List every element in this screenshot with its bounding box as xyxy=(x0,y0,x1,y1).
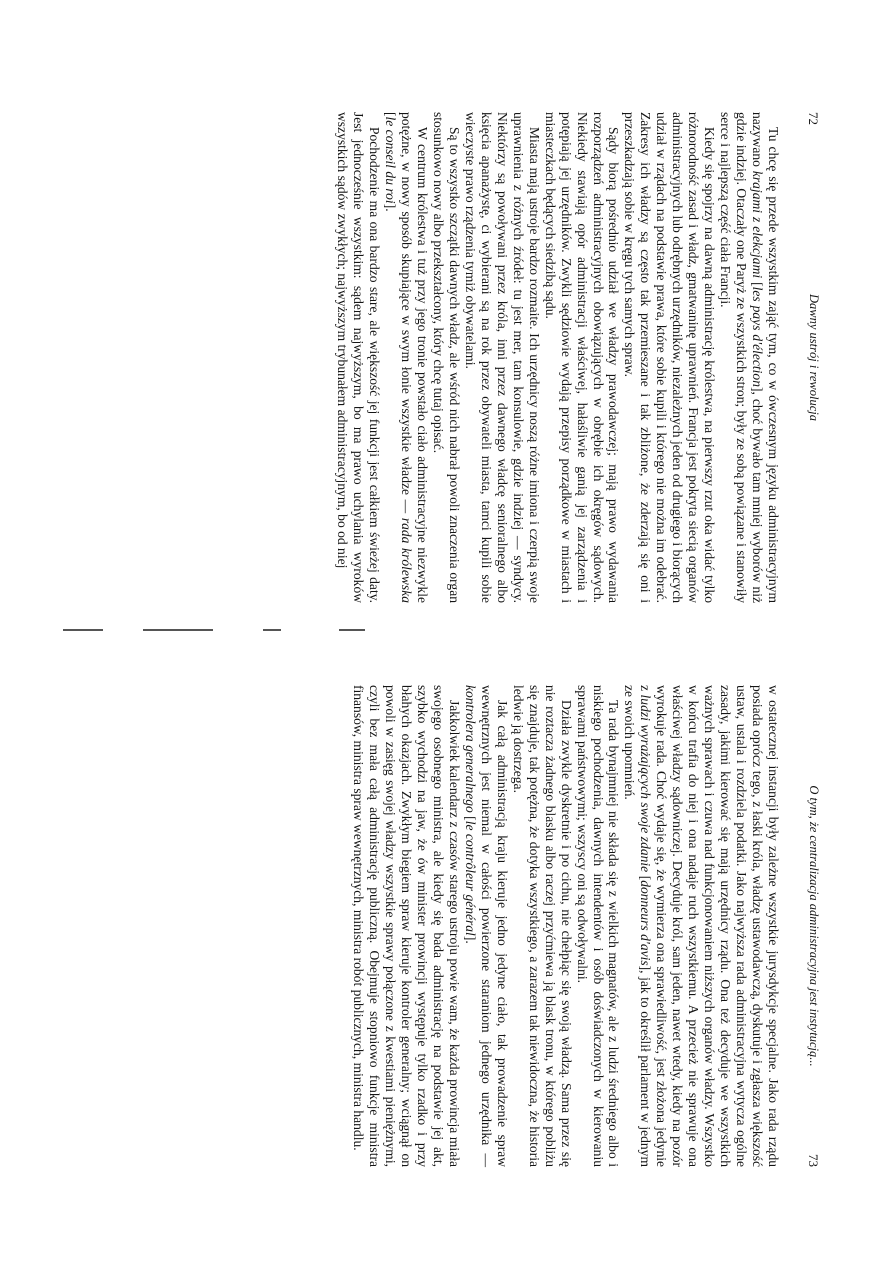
italic-term: rada królewska xyxy=(399,517,415,603)
text-run: Tu chcę się przede wszystkim zająć tym, co w ówczesnym języku administracyjnym nazywano xyxy=(750,112,781,603)
right-page-text xyxy=(350,685,781,1167)
left-page-number: 72 xyxy=(806,112,821,125)
left-paragraph xyxy=(430,112,462,603)
right-paragraph xyxy=(350,685,462,1167)
text-run: ], jak to określił parlament w jednym ze swoich upomnień. xyxy=(622,685,654,1167)
italic-term: le contrôleur général xyxy=(462,820,478,936)
italic-term: les pays d'élection xyxy=(750,286,766,387)
text-run: ], choć bywało tam mniej wyborów niż gdzie indziej. Otaczały one Paryż ze wszystkich stron; były ze sobą powiązane i stanowiły serce i najlepszą część ciała Francji. xyxy=(718,112,766,604)
text-run: Miasta mają ustroje bardzo rozmaite. Ich urzędnicy noszą różne imiona i czerpią swoje uprawnienia z różnych źródeł: tu jest mer, tam konsulowie, gdzie indziej — syndycy. Niektórzy są powoływani przez króla, inni przez dawnego władcę senioralnego albo księcia apanażystę, ci wybierani są na rok przez obywateli miasta, tamci kupili sobie wieczyste prawo rządzenia tymiż obywatelami. xyxy=(462,112,542,603)
right-running-header xyxy=(803,685,821,1167)
left-running-head-title: Dawny ustrój i rewolucja xyxy=(807,294,821,421)
text-run: Sądy biorą pośrednio udział we władzy prawodawczej; mają prawo wydawania rozporządzeń administracyjnych obowiązujących w obrębie ich okręgów sądowych. Niekiedy stawiają opór administracji właściwej, hałaśliwie ganią jej zarządzenia i potępiają jej urzędników. Zwykli sędziowie wydają przepisy porządkowe w miastach i miasteczkach będących siedzibą sądu. xyxy=(542,112,622,603)
left-page-text xyxy=(334,112,781,603)
left-paragraph xyxy=(382,112,430,603)
text-run: ]. xyxy=(462,935,478,944)
italic-term: donneurs d'avis xyxy=(638,880,654,966)
right-paragraph xyxy=(462,685,510,1167)
text-run: w ostatecznej instancji były zależne wszystkie jurysdykcje specjalne. Jako rada rządu posiada oprócz tego, z łaski króla, władzę ustawodawczą, dyskutuje i zgłasza większość ustaw, ustala i rozdziela podatki. Jako najwyższa rada administracyjna wytycza ogólne zasady, jakimi kierować się mają urzędnicy rządu. Ona też decyduje we wszystkich ważnych sprawach i czuwa nad funkcjonowaniem niższych organów władzy. Wszystko w końcu trafia do niej i ona nadaje ruch wszystkiemu. A przecież nie sprawuje ona właściwej władzy sądowniczej. Decyduje król, sam jeden, nawet wtedy, kiedy na pozór wyrokuje rada. Choć wydaje się, że wymierza ona sprawiedliwość, jest złożona jedynie z xyxy=(638,685,781,1167)
italic-term: krajami z elekcjami xyxy=(750,170,766,279)
right-page-number: 73 xyxy=(806,1154,821,1167)
right-paragraph xyxy=(621,685,781,1167)
right-running-head-title: O tym, że centralizacja administracyjna jest instytucją... xyxy=(807,785,821,1067)
left-paragraph xyxy=(334,112,382,603)
text-run: [ xyxy=(383,112,399,117)
italic-term: le conseil du roi xyxy=(383,116,399,204)
left-paragraph xyxy=(621,112,717,603)
italic-term: kontrolera generalnego xyxy=(462,685,478,813)
text-run: ]. xyxy=(383,203,399,212)
text-run: [ xyxy=(462,812,478,821)
left-running-header xyxy=(803,112,821,603)
text-run: Jakkolwiek kalendarz z czasów starego ustroju powie wam, że każda prowincja miała swojego osobnego ministra, ale kiedy się bada administrację na podstawie jej akt, szybko wychodzi na jaw, że ów minister prowincji występuje tylko rzadko i przy błahych okazjach. Zwykłym biegiem spraw kieruje kontroler generalny; wciągnął on powoli w zasięg swojej władzy wszystkie sprawy połączone z kwestiami pieniężnymi, czyli bez mała całą administrację publiczną. Obejmuje stopniowo funkcje ministra finansów, ministra spraw wewnętrznych, ministra robót publicznych, ministra handlu. xyxy=(351,685,462,1167)
left-page xyxy=(0,0,893,631)
left-paragraph xyxy=(717,112,781,603)
left-paragraph xyxy=(542,112,622,603)
left-paragraph xyxy=(462,112,542,603)
text-run: Kiedy się spojrzy na dawną administrację królestwa, na pierwszy rzut oka widać tylko różnorodność zasad i władz, gmatwaninę uprawnień. Francja jest pokryta siecią organów administracyjnych lub odrębnych urzędników, niezależnych jeden od drugiego i biorących udział w rządach na podstawie prawa, które sobie kupili i którego nie można im odebrać. Zakresy ich władzy są często tak przemieszane i tak zbliżone, że zderzają się oni i przeszkadzają sobie w kręgu tych samych spraw. xyxy=(622,112,718,603)
text-run: Jak całą administracją kraju kieruje jedno jedyne ciało, tak prowadzenie spraw wewnętrznych jest niemal w całości powierzone staraniom jednego urzędnika — xyxy=(478,685,510,1167)
right-paragraph xyxy=(574,685,622,1167)
text-run: W centrum królestwa i tuż przy jego tronie powstało ciało administracyjne niezwykle potężne, w nowy sposób skupiające w swym łonie wszystkie władze — xyxy=(399,112,431,603)
text-run: [ xyxy=(750,278,766,287)
text-run: [ xyxy=(638,872,654,881)
text-run: Działa zwykle dyskretnie i po cichu, nie chełpiąc się swoją władzą. Sama przez się nie roztacza żadnego blasku albo raczej przyćmiewa ją blask tronu, w którego pobliżu się znajduje, tak potężna, że dotyka wszystkiego, a zarazem tak niewidoczna, że historia ledwie ją dostrzega. xyxy=(510,685,574,1167)
right-page xyxy=(0,631,893,1263)
text-run: Są to wszystko szczątki dawnych władz, ale wśród nich nabrał powoli znaczenia organ stosunkowo nowy albo przekształcony, który chcę tutaj opisać. xyxy=(430,112,462,603)
right-paragraph xyxy=(510,685,574,1167)
italic-term: ludzi wyrażających swoje zdanie xyxy=(638,694,654,873)
text-run: Ta rada bynajmniej nie składa się z wielkich magnatów, ale z ludzi średniego albo i niskiego pochodzenia, dawnych intendentów i osób doświadczonych w kierowaniu sprawami państwowymi; wszyscy oni są odwoływalni. xyxy=(574,685,622,1167)
text-run: Pochodzenie ma ona bardzo stare, ale większość jej funkcji jest całkiem świeżej daty. Jest jednocześnie wszystkim: sądem najwyższym, bo ma prawo uchylania wyroków wszystkich sądów zwykłych; najwyższym trybunałem administracyjnym, bo od niej xyxy=(335,112,383,603)
